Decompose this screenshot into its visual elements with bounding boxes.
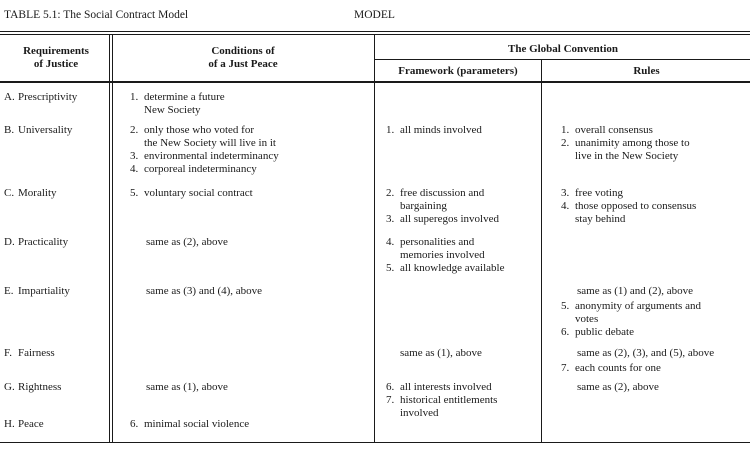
- rules-list: [561, 362, 661, 375]
- list-item: [386, 124, 482, 137]
- table-row-requirement: [4, 236, 68, 249]
- header-conditions: Conditions of of a Just Peace: [208, 45, 278, 70]
- item-line: involved: [400, 407, 439, 419]
- item-text: [144, 91, 225, 117]
- column-divider-1b: [112, 34, 113, 442]
- item-text: [575, 326, 634, 339]
- item-line: each counts for one: [575, 362, 661, 374]
- requirement-letter: A.: [4, 91, 15, 103]
- list-item: [130, 124, 279, 150]
- list-item: [561, 137, 690, 163]
- table-row-requirement: [4, 285, 70, 298]
- item-line: public debate: [575, 326, 634, 338]
- requirement-name: Morality: [18, 187, 57, 199]
- item-text: [144, 150, 279, 163]
- item-number: 3.: [130, 150, 139, 162]
- list-item: [561, 124, 690, 137]
- conditions-list: [130, 91, 225, 117]
- requirement-name: Prescriptivity: [18, 91, 78, 103]
- table-row-requirement: [4, 187, 57, 200]
- item-line: stay behind: [575, 213, 626, 225]
- conditions-list: [130, 124, 279, 176]
- item-text: [144, 124, 276, 150]
- item-line: voluntary social contract: [144, 187, 253, 199]
- item-line: bargaining: [400, 200, 447, 212]
- list-item: [561, 300, 701, 326]
- rules-list: [561, 187, 696, 226]
- table-subtitle: MODEL: [354, 9, 395, 21]
- item-number: 1.: [386, 124, 395, 136]
- list-item: [386, 262, 504, 275]
- item-number: 5.: [130, 187, 139, 199]
- item-number: 3.: [386, 213, 395, 225]
- table-row-requirement: [4, 347, 55, 360]
- framework-list: [386, 236, 504, 275]
- requirement-letter: C.: [4, 187, 15, 199]
- item-line: personalities and: [400, 236, 475, 248]
- list-item: [561, 200, 696, 226]
- table-row-requirement: [4, 91, 77, 104]
- rules-same-as: same as (2), (3), and (5), above: [577, 347, 715, 359]
- table-row-requirement: [4, 381, 61, 394]
- column-divider-2: [374, 34, 375, 442]
- requirement-letter: H.: [4, 418, 15, 430]
- conditions-same-as: same as (2), above: [146, 236, 228, 248]
- item-text: [400, 394, 497, 420]
- item-text: [400, 381, 492, 394]
- item-text: [400, 187, 484, 213]
- list-item: [561, 362, 661, 375]
- table-row-requirement: [4, 124, 72, 137]
- item-line: only those who voted for: [144, 124, 254, 136]
- item-text: [400, 213, 499, 226]
- requirement-name: Universality: [18, 124, 73, 136]
- header-framework: Framework (parameters): [398, 65, 518, 77]
- list-item: [386, 187, 499, 213]
- conditions-list: [130, 187, 253, 200]
- item-number: 7.: [561, 362, 570, 374]
- requirement-name: Practicality: [18, 236, 69, 248]
- item-text: [575, 300, 701, 326]
- table-row-requirement: [4, 418, 44, 431]
- item-text: [144, 418, 249, 431]
- conditions-same-as: same as (1), above: [146, 381, 228, 393]
- bottom-rule: [0, 442, 750, 443]
- item-number: 5.: [561, 300, 570, 312]
- item-number: 5.: [386, 262, 395, 274]
- rules-same-as: same as (1) and (2), above: [577, 285, 694, 297]
- list-item: [561, 326, 701, 339]
- framework-same-as: same as (1), above: [400, 347, 482, 359]
- item-line: minimal social violence: [144, 418, 250, 430]
- item-line: memories involved: [400, 249, 485, 261]
- list-item: [130, 150, 279, 163]
- requirement-letter: B.: [4, 124, 15, 136]
- item-number: 4.: [561, 200, 570, 212]
- column-divider-1: [109, 34, 110, 442]
- item-line: votes: [575, 313, 599, 325]
- item-line: unanimity among those to: [575, 137, 690, 149]
- item-number: 1.: [561, 124, 570, 136]
- item-line: overall consensus: [575, 124, 653, 136]
- list-item: [130, 418, 249, 431]
- list-item: [130, 91, 225, 117]
- conditions-same-as: same as (3) and (4), above: [146, 285, 263, 297]
- item-line: determine a future: [144, 91, 225, 103]
- item-line: all knowledge available: [400, 262, 505, 274]
- top-rule: [0, 31, 750, 32]
- framework-list: [386, 187, 499, 226]
- item-number: 3.: [561, 187, 570, 199]
- item-number: 6.: [386, 381, 395, 393]
- requirement-name: Impartiality: [18, 285, 70, 297]
- conditions-list: [130, 418, 249, 431]
- list-item: [386, 381, 497, 394]
- item-number: 6.: [130, 418, 139, 430]
- requirement-letter: F.: [4, 347, 12, 359]
- item-text: [144, 163, 257, 176]
- global-convention-rule: [375, 59, 750, 60]
- item-text: [575, 137, 690, 163]
- header-requirements: Requirements of Justice: [23, 45, 89, 70]
- item-line: live in the New Society: [575, 150, 679, 162]
- item-line: free discussion and: [400, 187, 485, 199]
- item-number: 2.: [386, 187, 395, 199]
- item-line: those opposed to consensus: [575, 200, 697, 212]
- requirement-letter: E.: [4, 285, 14, 297]
- item-text: [575, 362, 661, 375]
- item-number: 4.: [386, 236, 395, 248]
- rules-same-as: same as (2), above: [577, 381, 659, 393]
- header-rules: Rules: [633, 65, 660, 77]
- item-line: corporeal indeterminancy: [144, 163, 257, 175]
- item-line: all minds involved: [400, 124, 482, 136]
- header-global-convention: The Global Convention: [507, 43, 619, 55]
- requirement-letter: D.: [4, 236, 15, 248]
- item-text: [575, 187, 623, 200]
- item-line: all superegos involved: [400, 213, 499, 225]
- list-item: [386, 236, 504, 262]
- rules-list: [561, 124, 690, 163]
- list-item: [130, 187, 253, 200]
- list-item: [386, 213, 499, 226]
- requirement-name: Fairness: [18, 347, 55, 359]
- item-number: 1.: [130, 91, 139, 103]
- requirement-name: Rightness: [18, 381, 62, 393]
- item-line: free voting: [575, 187, 623, 199]
- item-number: 2.: [561, 137, 570, 149]
- item-line: anonymity of arguments and: [575, 300, 701, 312]
- item-line: environmental indeterminancy: [144, 150, 279, 162]
- item-number: 6.: [561, 326, 570, 338]
- item-text: [575, 200, 696, 226]
- item-line: the New Society will live in it: [144, 137, 276, 149]
- framework-list: [386, 124, 482, 137]
- rules-list: [561, 300, 701, 339]
- item-text: [400, 124, 482, 137]
- item-line: New Society: [144, 104, 201, 116]
- requirement-name: Peace: [18, 418, 44, 430]
- item-number: 2.: [130, 124, 139, 136]
- list-item: [386, 394, 497, 420]
- item-number: 7.: [386, 394, 395, 406]
- table-title: TABLE 5.1: The Social Contract Model: [4, 9, 189, 21]
- item-line: historical entitlements: [400, 394, 498, 406]
- column-divider-3: [541, 59, 542, 442]
- item-text: [575, 124, 653, 137]
- item-text: [400, 262, 504, 275]
- item-text: [400, 236, 485, 262]
- framework-list: [386, 381, 497, 420]
- list-item: [130, 163, 279, 176]
- requirement-letter: G.: [4, 381, 15, 393]
- item-line: all interests involved: [400, 381, 492, 393]
- item-number: 4.: [130, 163, 139, 175]
- list-item: [561, 187, 696, 200]
- item-text: [144, 187, 253, 200]
